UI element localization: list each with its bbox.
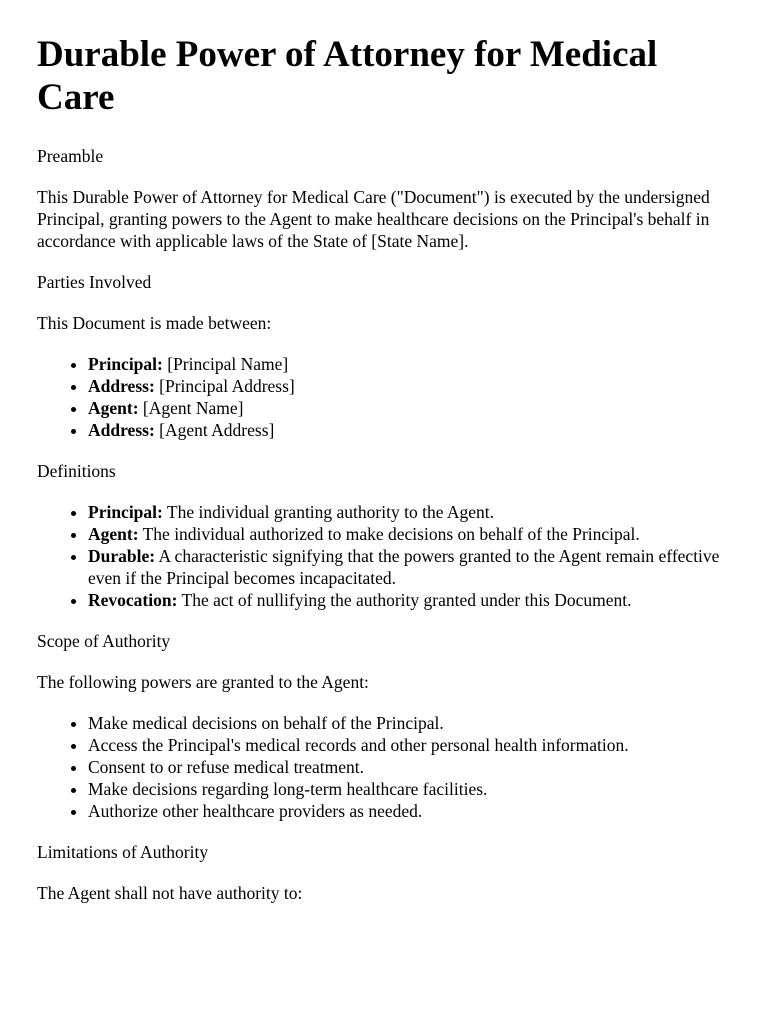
- list-item: [88, 353, 733, 375]
- parties-list: [37, 353, 733, 441]
- list-item-term: Agent:: [88, 398, 139, 418]
- document-title: Durable Power of Attorney for Medical Care: [37, 34, 658, 118]
- preamble-heading: Preamble: [37, 146, 104, 166]
- list-item-term: Revocation:: [88, 590, 178, 610]
- list-item-value: The individual authorized to make decisions on behalf of the Principal.: [142, 524, 640, 544]
- scope-intro: The following powers are granted to the Agent:: [37, 672, 369, 692]
- list-item: • Make decisions regarding long-term healthcare facilities.: [88, 778, 733, 800]
- preamble-text: This Durable Power of Attorney for Medical Care ("Document") is executed by the undersigned Principal, granting powers to the Agent to make healthcare decisions on the Principal's behalf in accordance with applicable laws of the State of [State Name].: [37, 187, 710, 251]
- list-item-value: [Principal Address]: [159, 376, 295, 396]
- definitions-list: [37, 501, 733, 611]
- list-item-term: Principal:: [88, 502, 163, 522]
- list-item-value: A characteristic signifying that the powers granted to the Agent remain effective even if the Principal becomes incapacitated.: [88, 546, 720, 588]
- scope-heading: Scope of Authority: [37, 631, 171, 651]
- list-item: [88, 501, 733, 523]
- list-item-value: The individual granting authority to the Agent.: [166, 502, 495, 522]
- list-item: • Make medical decisions on behalf of the Principal.: [88, 712, 733, 734]
- list-item-value: The act of nullifying the authority granted under this Document.: [181, 590, 632, 610]
- list-item: [88, 523, 733, 545]
- list-item: • Consent to or refuse medical treatment.: [88, 756, 733, 778]
- parties-intro: This Document is made between:: [37, 313, 272, 333]
- list-item: [88, 419, 733, 441]
- list-item: • Authorize other healthcare providers as needed.: [88, 800, 733, 822]
- list-item: [88, 589, 733, 611]
- list-item-term: Principal:: [88, 354, 163, 374]
- definitions-heading: Definitions: [37, 461, 116, 481]
- list-item-value: [Agent Address]: [159, 420, 275, 440]
- limitations-heading: Limitations of Authority: [37, 842, 209, 862]
- list-item-term: Agent:: [88, 524, 139, 544]
- list-item: [88, 545, 733, 589]
- list-item: [88, 375, 733, 397]
- list-item-term: Address:: [88, 420, 155, 440]
- list-item-value: [Agent Name]: [142, 398, 244, 418]
- list-item-value: [Principal Name]: [167, 354, 289, 374]
- list-item-term: Durable:: [88, 546, 156, 566]
- parties-heading: Parties Involved: [37, 272, 152, 292]
- scope-list: [37, 712, 733, 822]
- limitations-intro: The Agent shall not have authority to:: [37, 883, 303, 903]
- list-item: [88, 397, 733, 419]
- list-item-term: Address:: [88, 376, 155, 396]
- list-item: • Access the Principal's medical records and other personal health information.: [88, 734, 733, 756]
